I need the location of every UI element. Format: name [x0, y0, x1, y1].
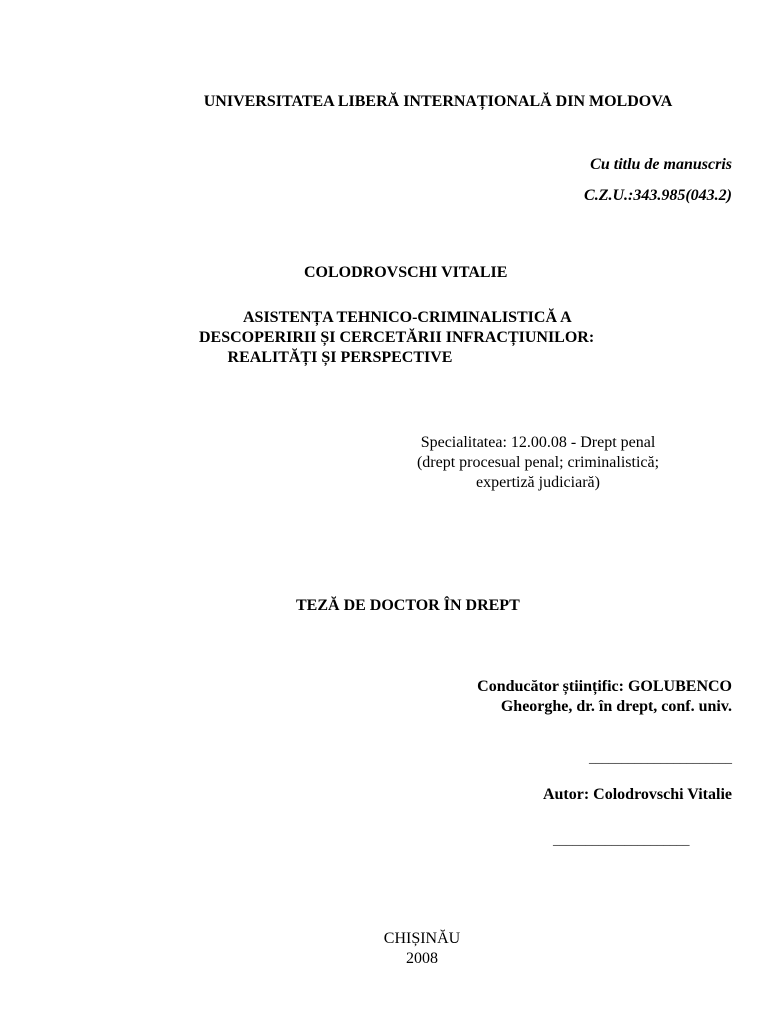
specialty-line-2: (drept procesual penal; criminalistică; [416, 454, 660, 471]
supervisor-line-1: Conducător științific: GOLUBENCO [477, 678, 732, 695]
author-signature-line: _____________________ [553, 832, 690, 847]
author-name-heading: COLODROVSCHI VITALIE [304, 264, 508, 281]
specialty-block [388, 433, 688, 493]
supervisor-signature-line: ______________________ [589, 750, 732, 765]
thesis-title-line-1: ASISTENȚA TEHNICO-CRIMINALISTICĂ A [243, 309, 572, 326]
supervisor-block [312, 677, 732, 717]
thesis-title-line-2: DESCOPERIRII ȘI CERCETĂRII INFRACȚIUNILOR: [199, 329, 595, 346]
university-name: UNIVERSITATEA LIBERĂ INTERNAȚIONALĂ DIN MOLDOVA [203, 93, 673, 110]
supervisor-line-2: Gheorghe, dr. în drept, conf. univ. [500, 698, 732, 715]
thesis-title [150, 308, 670, 368]
specialty-line-1: Specialitatea: 12.00.08 - Drept penal [420, 434, 656, 451]
czu-code: C.Z.U.:343.985(043.2) [584, 187, 732, 204]
author-label: Autor: Colodrovschi Vitalie [542, 786, 732, 803]
thesis-type: TEZĂ DE DOCTOR ÎN DREPT [296, 597, 520, 614]
thesis-title-line-3: REALITĂȚI ȘI PERSPECTIVE [227, 349, 453, 366]
year: 2008 [406, 950, 438, 967]
manuscript-note: Cu titlu de manuscris [590, 156, 732, 173]
city: CHIȘINĂU [383, 930, 461, 947]
specialty-line-3: expertiză judiciară) [476, 474, 600, 491]
place-and-year [0, 929, 768, 969]
